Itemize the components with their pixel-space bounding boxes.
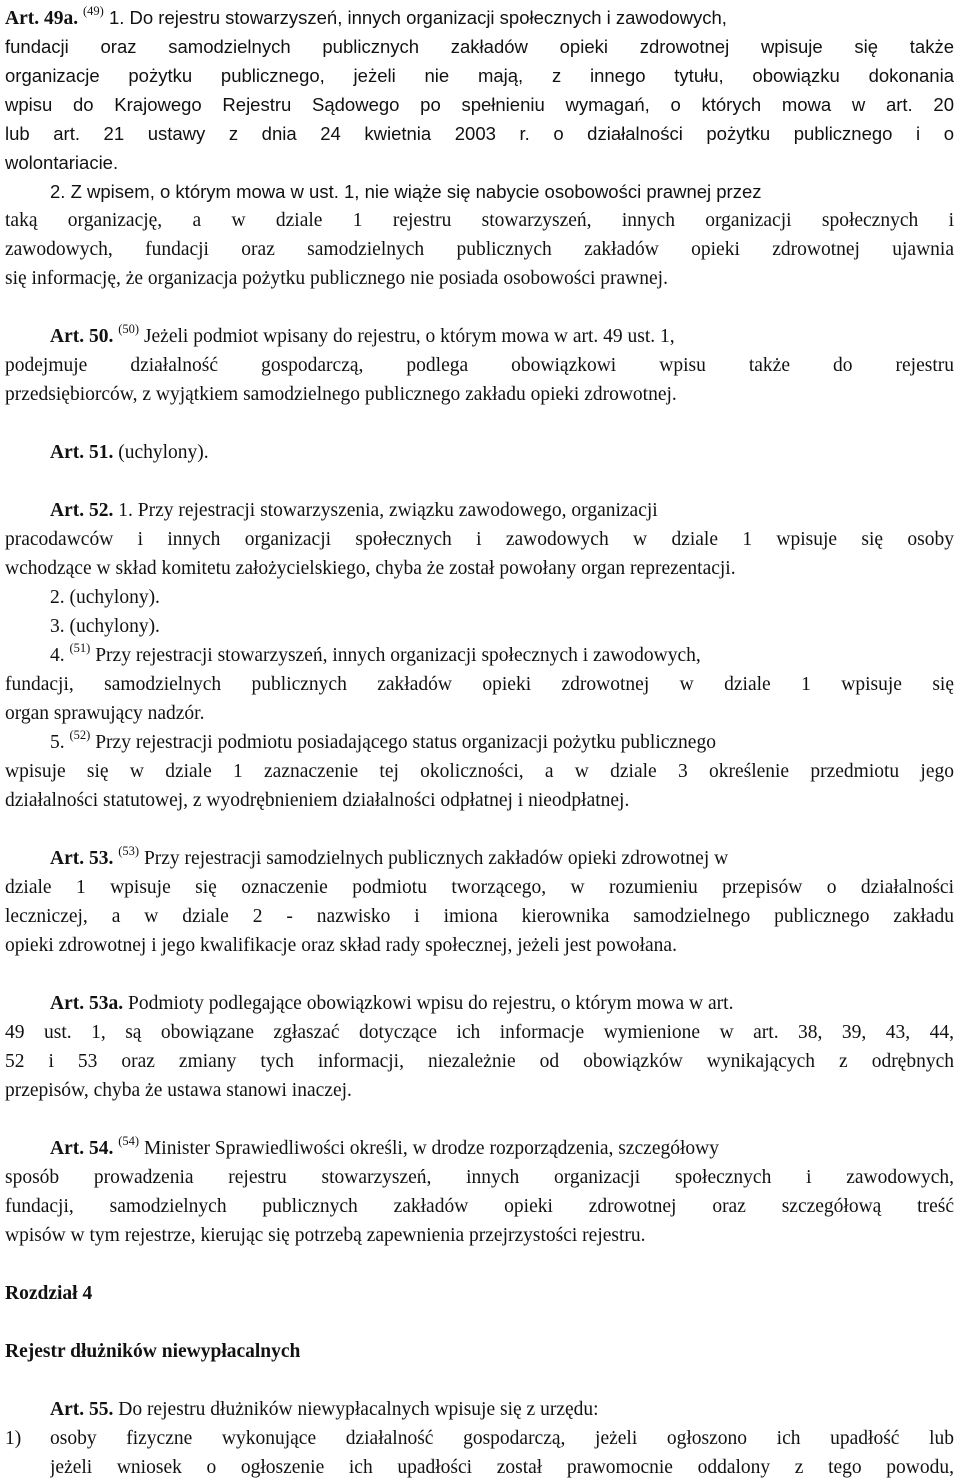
art-49a-line-4: wpisu do Krajowego Rejestru Sądowego po spełnieniu wymagań, o których mowa w art. 20: [5, 94, 954, 115]
art-55-item-1-number: 1): [5, 1428, 22, 1449]
art-49a-line-10: się informację, że organizacja pożytku publicznego nie posiada osobowości prawnej.: [5, 268, 668, 289]
art-52-para-4-text: Przy rejestracji stowarzyszeń, innych organizacji społecznych i zawodowych,: [90, 645, 701, 666]
art-52-para-2: 2. (uchylony).: [50, 587, 160, 608]
art-49a-line-5: lub art. 21 ustawy z dnia 24 kwietnia 2003 r. o działalności pożytku publicznego i o: [5, 123, 954, 144]
art-52-para-4-line-3: organ sprawujący nadzór.: [5, 703, 205, 724]
art-49a-line-8: taką organizację, a w dziale 1 rejestru stowarzyszeń, innych organizacji społecznych i: [5, 210, 954, 231]
art-55-item-1-line-2: jeżeli wniosek o ogłoszenie ich upadłości został prawomocnie oddalony z tego powodu,: [50, 1457, 954, 1478]
art-52-para-4-line-1: [50, 641, 954, 670]
chapter-number: Rozdział 4: [5, 1283, 93, 1304]
art-55-label: Art. 55.: [50, 1399, 114, 1420]
art-52-line-1: [50, 496, 954, 525]
art-55-text: Do rejestru dłużników niewypłacalnych wpisuje się z urzędu:: [113, 1399, 599, 1420]
art-54-line-2: sposób prowadzenia rejestru stowarzyszeń, innych organizacji społecznych i zawodowych,: [5, 1167, 954, 1188]
art-50-text: Jeżeli podmiot wpisany do rejestru, o którym mowa w art. 49 ust. 1,: [139, 326, 675, 347]
art-53a-line-2: 49 ust. 1, są obowiązane zgłaszać dotyczące ich informacje wymienione w art. 38, 39, 43, 44,: [5, 1022, 954, 1043]
art-49a-line-3: organizacje pożytku publicznego, jeżeli nie mają, z innego tytułu, obowiązku dokonania: [5, 65, 954, 86]
footnote-ref-50: (50): [118, 322, 140, 336]
art-53-line-1: [50, 844, 954, 873]
footnote-ref-53: (53): [118, 844, 140, 858]
art-52-para-5-line-3: działalności statutowej, z wyodrębnieniem działalności odpłatnej i nieodpłatnej.: [5, 790, 630, 811]
art-52-label: Art. 52.: [50, 500, 114, 521]
art-52-para-5-text: Przy rejestracji podmiotu posiadającego status organizacji pożytku publicznego: [90, 732, 716, 753]
footnote-ref-49: (49): [82, 4, 104, 18]
art-53a-line-1: [50, 989, 954, 1018]
art-55-line-1: [50, 1395, 954, 1424]
art-53-line-2: dziale 1 wpisuje się oznaczenie podmiotu tworzącego, w rozumieniu przepisów o działalności: [5, 877, 954, 898]
art-52-para-4-number: 4.: [50, 645, 65, 666]
art-49a-line-7: 2. Z wpisem, o którym mowa w ust. 1, nie wiąże się nabycie osobowości prawnej przez: [50, 181, 762, 202]
art-53-text: Przy rejestracji samodzielnych publicznych zakładów opieki zdrowotnej w: [139, 848, 729, 869]
chapter-title: Rejestr dłużników niewypłacalnych: [5, 1341, 301, 1362]
art-51-text: (uchylony).: [113, 442, 209, 463]
footnote-ref-51: (51): [69, 641, 91, 655]
footnote-ref-54: (54): [118, 1134, 140, 1148]
art-49a-line-1: [5, 3, 954, 32]
art-49a-line-9: zawodowych, fundacji oraz samodzielnych publicznych zakładów opieki zdrowotnej ujawnia: [5, 239, 954, 260]
art-52-line-3: wchodzące w skład komitetu założycielskiego, chyba że został powołany organ reprezentacji.: [5, 558, 736, 579]
art-55-item-1-line-1: osoby fizyczne wykonujące działalność gospodarczą, jeżeli ogłoszono ich upadłość lub: [50, 1428, 954, 1449]
art-52-line-2: pracodawców i innych organizacji społecznych i zawodowych w dziale 1 wpisuje się osoby: [5, 529, 954, 550]
art-53-line-3: leczniczej, a w dziale 2 - nazwisko i imiona kierownika samodzielnego publicznego zakładu: [5, 906, 954, 927]
art-54-label: Art. 54.: [50, 1138, 114, 1159]
art-54-text: Minister Sprawiedliwości określi, w drodze rozporządzenia, szczegółowy: [139, 1138, 719, 1159]
art-53a-line-3: 52 i 53 oraz zmiany tych informacji, niezależnie od obowiązków wynikających z odrębnych: [5, 1051, 954, 1072]
art-50-line-3: przedsiębiorców, z wyjątkiem samodzielnego publicznego zakładu opieki zdrowotnej.: [5, 384, 677, 405]
art-49a-line-2: fundacji oraz samodzielnych publicznych zakładów opieki zdrowotnej wpisuje się także: [5, 36, 954, 57]
art-53a-text: Podmioty podlegające obowiązkowi wpisu do rejestru, o którym mowa w art.: [123, 993, 734, 1014]
art-52-para-5-line-2: wpisuje się w dziale 1 zaznaczenie tej okoliczności, a w dziale 3 określenie przedmiotu jego: [5, 761, 954, 782]
footnote-ref-52: (52): [69, 728, 91, 742]
art-49a-label: Art. 49a.: [5, 8, 79, 29]
art-53a-line-4: przepisów, chyba że ustawa stanowi inaczej.: [5, 1080, 352, 1101]
art-53-line-4: opieki zdrowotnej i jego kwalifikacje oraz skład rady społecznej, jeżeli jest powołana.: [5, 935, 677, 956]
art-53-label: Art. 53.: [50, 848, 114, 869]
art-49a-line-6: wolontariacie.: [5, 152, 119, 173]
art-50-label: Art. 50.: [50, 326, 114, 347]
art-52-para-4-line-2: fundacji, samodzielnych publicznych zakładów opieki zdrowotnej w dziale 1 wpisuje się: [5, 674, 954, 695]
art-52-para-5-line-1: [50, 728, 954, 757]
art-52-para-3: 3. (uchylony).: [50, 616, 160, 637]
art-53a-label: Art. 53a.: [50, 993, 124, 1014]
art-50-line-2: podejmuje działalność gospodarczą, podlega obowiązkowi wpisu także do rejestru: [5, 355, 954, 376]
art-54-line-1: [50, 1134, 954, 1163]
art-54-line-4: wpisów w tym rejestrze, kierując się potrzebą zapewnienia przejrzystości rejestru.: [5, 1225, 646, 1246]
art-51-label: Art. 51.: [50, 442, 114, 463]
art-54-line-3: fundacji, samodzielnych publicznych zakładów opieki zdrowotnej oraz szczegółową treść: [5, 1196, 954, 1217]
art-50-line-1: [50, 322, 954, 351]
art-51-line: [50, 438, 954, 467]
art-52-text: 1. Przy rejestracji stowarzyszenia, związku zawodowego, organizacji: [113, 500, 658, 521]
art-49a-text: 1. Do rejestru stowarzyszeń, innych organizacji społecznych i zawodowych,: [103, 7, 727, 28]
art-52-para-5-number: 5.: [50, 732, 65, 753]
